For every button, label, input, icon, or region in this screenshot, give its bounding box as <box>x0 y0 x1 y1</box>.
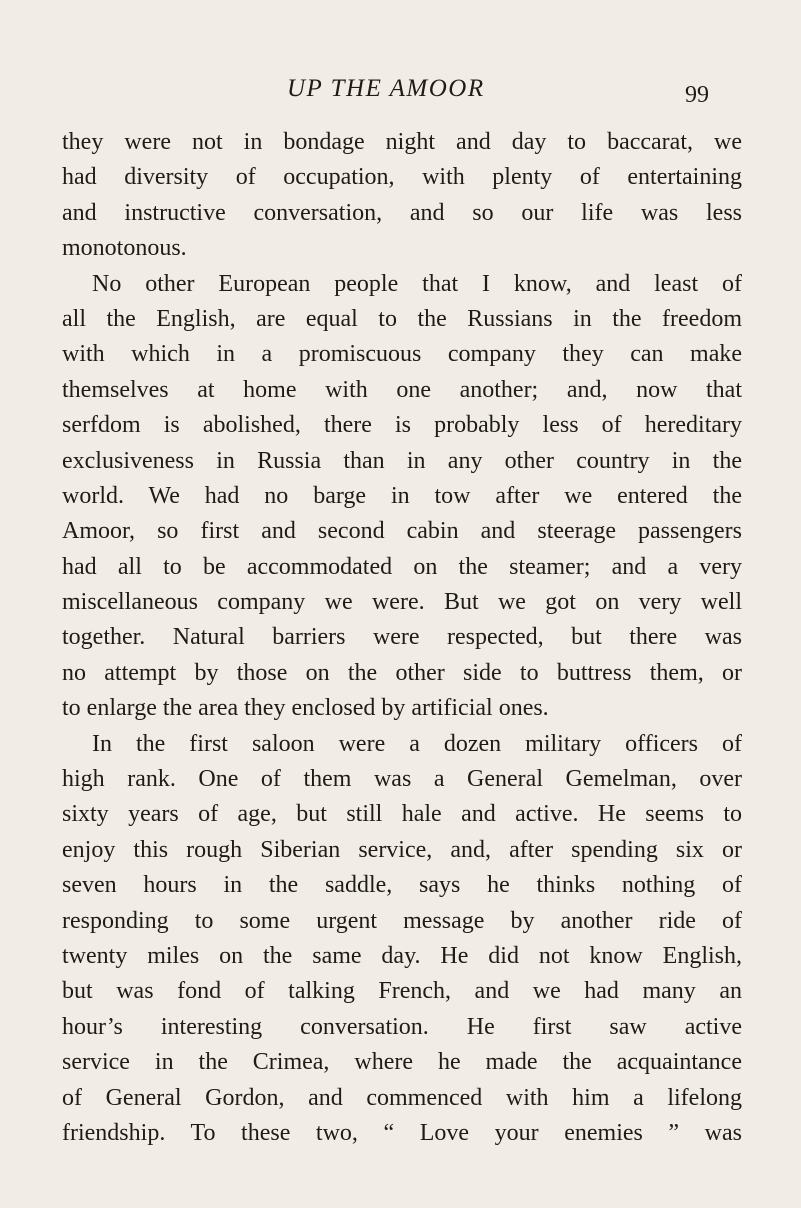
text-line: hour’s interesting conversation. He first saw active <box>62 1013 742 1040</box>
body-text <box>62 125 742 1151</box>
page-number: 99 <box>685 82 709 108</box>
text-line: to enlarge the area they enclosed by artificial ones. <box>62 695 549 722</box>
text-line: world. We had no barge in tow after we entered the <box>62 482 742 509</box>
text-line: together. Natural barriers were respected, but there was <box>62 624 742 651</box>
text-line: monotonous. <box>62 235 187 262</box>
text-line: sixty years of age, but still hale and active. He seems to <box>62 801 742 828</box>
text-line: all the English, are equal to the Russians in the freedom <box>62 305 742 332</box>
text-line: they were not in bondage night and day to baccarat, we <box>62 129 742 155</box>
text-line: enjoy this rough Siberian service, and, after spending six or <box>62 836 742 863</box>
text-line: seven hours in the saddle, says he thinks nothing of <box>62 872 742 899</box>
text-line: service in the Crimea, where he made the acquaintance <box>62 1049 742 1076</box>
text-line: No other European people that I know, and least of <box>92 270 742 297</box>
text-line: no attempt by those on the other side to buttress them, or <box>62 659 742 686</box>
text-line: miscellaneous company we were. But we got on very well <box>62 589 742 616</box>
text-line: themselves at home with one another; and, now that <box>62 376 742 403</box>
text-line: had diversity of occupation, with plenty of entertaining <box>62 164 742 191</box>
text-line: high rank. One of them was a General Gemelman, over <box>62 766 742 793</box>
text-line: had all to be accommodated on the steamer; and a very <box>62 553 742 580</box>
running-title: UP THE AMOOR <box>287 75 485 102</box>
text-line: Amoor, so first and second cabin and steerage passengers <box>62 518 742 545</box>
text-line: friendship. To these two, “ Love your enemies ” was <box>62 1119 742 1146</box>
text-line: twenty miles on the same day. He did not know English, <box>62 942 742 969</box>
text-line: and instructive conversation, and so our life was less <box>62 199 742 226</box>
running-head <box>0 74 801 108</box>
text-line: In the first saloon were a dozen military officers of <box>92 730 742 757</box>
text-line: serfdom is abolished, there is probably less of hereditary <box>62 412 742 439</box>
text-line: but was fond of talking French, and we had many an <box>62 978 742 1005</box>
text-line: exclusiveness in Russia than in any other country in the <box>62 447 742 474</box>
text-line: responding to some urgent message by another ride of <box>62 907 742 934</box>
text-line: of General Gordon, and commenced with him a lifelong <box>62 1084 742 1111</box>
text-line: with which in a promiscuous company they can make <box>62 341 742 368</box>
